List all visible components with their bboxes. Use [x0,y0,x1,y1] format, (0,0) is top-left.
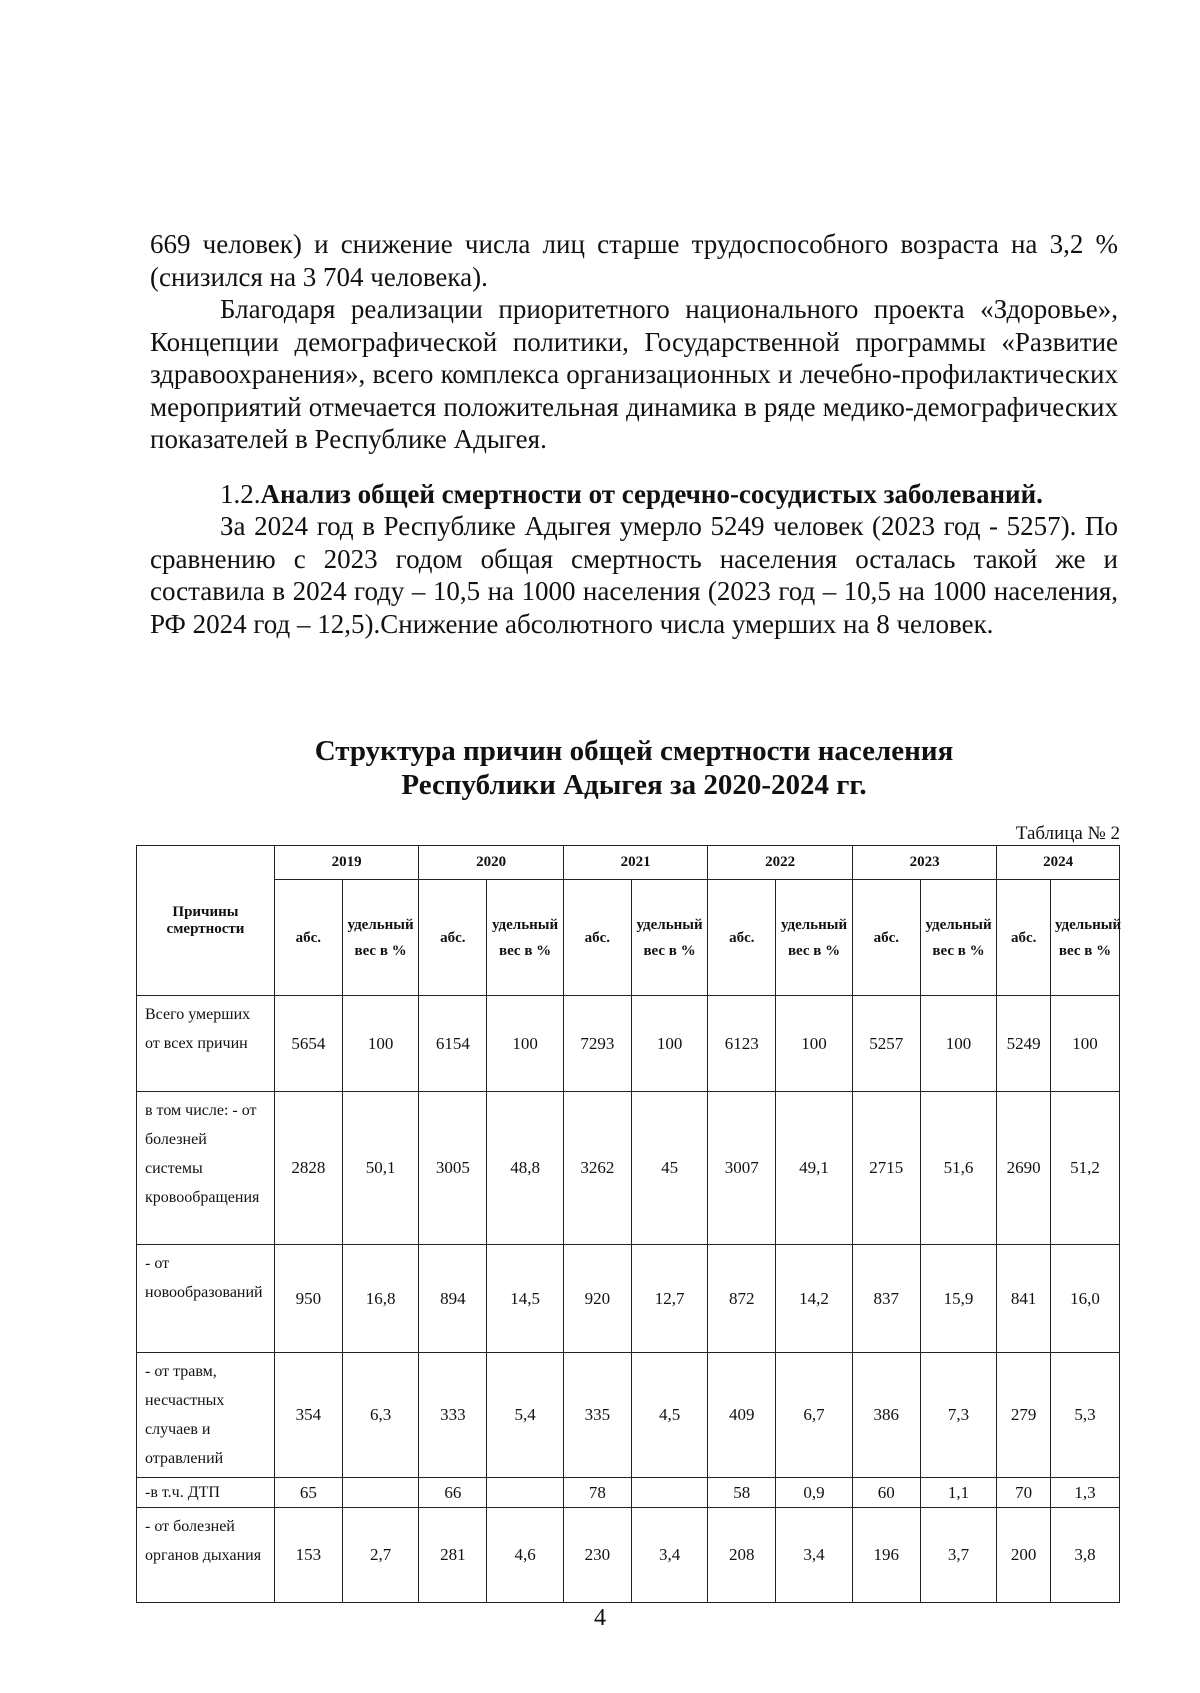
value-cell: 5249 [997,996,1051,1092]
table-subheader-row [137,880,1120,996]
value-cell: 208 [708,1508,776,1603]
value-cell: 196 [852,1508,920,1603]
value-cell: 100 [631,996,708,1092]
table-row-injuries [137,1353,1120,1478]
cause-cell: - от новообразований [137,1245,275,1353]
value-cell: 2,7 [342,1508,419,1603]
value-cell: 66 [419,1478,487,1508]
value-cell: 837 [852,1245,920,1353]
value-cell: 409 [708,1353,776,1478]
value-cell: 6123 [708,996,776,1092]
value-cell: 4,5 [631,1353,708,1478]
cause-column-header: Причины смертности [137,846,275,996]
abs-header: абс. [419,880,487,996]
value-cell: 335 [563,1353,631,1478]
table-row-neoplasms [137,1245,1120,1353]
cause-cell: в том числе: - от болезней системы кровообращения [137,1092,275,1245]
value-cell: 0,9 [776,1478,853,1508]
value-cell: 14,5 [487,1245,564,1353]
table-row-respiratory [137,1508,1120,1603]
year-header: 2023 [852,846,996,880]
value-cell: 50,1 [342,1092,419,1245]
value-cell: 2690 [997,1092,1051,1245]
cause-cell: Всего умерших от всех причин [137,996,275,1092]
value-cell: 279 [997,1353,1051,1478]
share-header: удельный вес в % [487,880,564,996]
cause-cell: -в т.ч. ДТП [137,1478,275,1508]
share-header: удельный вес в % [776,880,853,996]
value-cell: 6,7 [776,1353,853,1478]
abs-header: абс. [274,880,342,996]
value-cell: 2715 [852,1092,920,1245]
table-row-total [137,996,1120,1092]
value-cell: 354 [274,1353,342,1478]
year-header: 2022 [708,846,852,880]
year-header: 2020 [419,846,563,880]
section-heading [150,478,1118,511]
share-header: удельный вес в % [631,880,708,996]
value-cell: 1,1 [920,1478,997,1508]
value-cell: 3,8 [1050,1508,1119,1603]
value-cell: 872 [708,1245,776,1353]
share-header: удельный вес в % [920,880,997,996]
share-header: удельный вес в % [1050,880,1119,996]
value-cell: 281 [419,1508,487,1603]
value-cell: 3262 [563,1092,631,1245]
cause-cell: - от болезней органов дыхания [137,1508,275,1603]
section-title: Анализ общей смертности от сердечно-сосудистых заболеваний. [260,478,1043,509]
value-cell: 3007 [708,1092,776,1245]
value-cell: 45 [631,1092,708,1245]
value-cell: 51,2 [1050,1092,1119,1245]
value-cell: 70 [997,1478,1051,1508]
paragraph-mortality-2024: За 2024 год в Республике Адыгея умерло 5249 человек (2023 год - 5257). По сравнению с 2023 годом общая смертность населения осталась такой же и составила в 2024 году – 10,5 на 1000 населения (2023 год – 10,5 на 1000 населения, РФ 2024 год – 12,5).Снижение абсолютного числа умерших на 8 человек. [150,511,1118,639]
value-cell: 16,0 [1050,1245,1119,1353]
abs-header: абс. [708,880,776,996]
value-cell: 841 [997,1245,1051,1353]
value-cell: 894 [419,1245,487,1353]
year-header: 2024 [997,846,1120,880]
value-cell: 65 [274,1478,342,1508]
value-cell: 14,2 [776,1245,853,1353]
cause-cell: - от травм, несчастных случаев и отравлений [137,1353,275,1478]
paragraph-health-project: Благодаря реализации приоритетного национального проекта «Здоровье», Концепции демографической политики, Государственной программы «Развитие здравоохранения», всего комплекса организационных и лечебно-профилактических мероприятий отмечается положительная динамика в ряде медико-демографических показателей в Республике Адыгея. [150,294,1118,454]
value-cell: 153 [274,1508,342,1603]
value-cell: 58 [708,1478,776,1508]
table-year-header-row [137,846,1120,880]
value-cell: 3,4 [776,1508,853,1603]
value-cell: 3005 [419,1092,487,1245]
table-title [150,734,1118,802]
paragraph-continuation: 669 человек) и снижение числа лиц старше трудоспособного возраста на 3,2 % (снизился на 3 704 человека). [150,229,1118,292]
table-row-road-accidents [137,1478,1120,1508]
share-header: удельный вес в % [342,880,419,996]
value-cell: 386 [852,1353,920,1478]
value-cell: 5,4 [487,1353,564,1478]
value-cell: 100 [342,996,419,1092]
value-cell: 333 [419,1353,487,1478]
value-cell: 5257 [852,996,920,1092]
abs-header: абс. [563,880,631,996]
value-cell [487,1478,564,1508]
value-cell: 100 [776,996,853,1092]
value-cell: 16,8 [342,1245,419,1353]
value-cell: 51,6 [920,1092,997,1245]
value-cell: 200 [997,1508,1051,1603]
value-cell: 78 [563,1478,631,1508]
year-header: 2019 [274,846,418,880]
value-cell: 1,3 [1050,1478,1119,1508]
mortality-table [136,845,1120,1603]
value-cell: 6,3 [342,1353,419,1478]
value-cell: 48,8 [487,1092,564,1245]
value-cell: 3,7 [920,1508,997,1603]
value-cell: 5654 [274,996,342,1092]
table-number-label: Таблица № 2 [1015,823,1120,844]
value-cell: 7293 [563,996,631,1092]
table-title-line-2: Республики Адыгея за 2020-2024 гг. [401,769,867,801]
value-cell: 12,7 [631,1245,708,1353]
value-cell: 7,3 [920,1353,997,1478]
value-cell: 920 [563,1245,631,1353]
value-cell: 100 [487,996,564,1092]
abs-header: абс. [852,880,920,996]
value-cell: 6154 [419,996,487,1092]
value-cell: 49,1 [776,1092,853,1245]
year-header: 2021 [563,846,707,880]
value-cell: 100 [920,996,997,1092]
value-cell: 4,6 [487,1508,564,1603]
value-cell [342,1478,419,1508]
value-cell: 3,4 [631,1508,708,1603]
abs-header: абс. [997,880,1051,996]
value-cell: 5,3 [1050,1353,1119,1478]
value-cell: 230 [563,1508,631,1603]
value-cell: 60 [852,1478,920,1508]
page-number: 4 [594,1605,606,1631]
value-cell: 950 [274,1245,342,1353]
section-number: 1.2. [220,478,261,509]
value-cell: 2828 [274,1092,342,1245]
table-title-line-1: Структура причин общей смертности населения [314,735,954,767]
table-row-circulatory [137,1092,1120,1245]
value-cell: 15,9 [920,1245,997,1353]
body-text [150,228,1118,640]
value-cell [631,1478,708,1508]
value-cell: 100 [1050,996,1119,1092]
